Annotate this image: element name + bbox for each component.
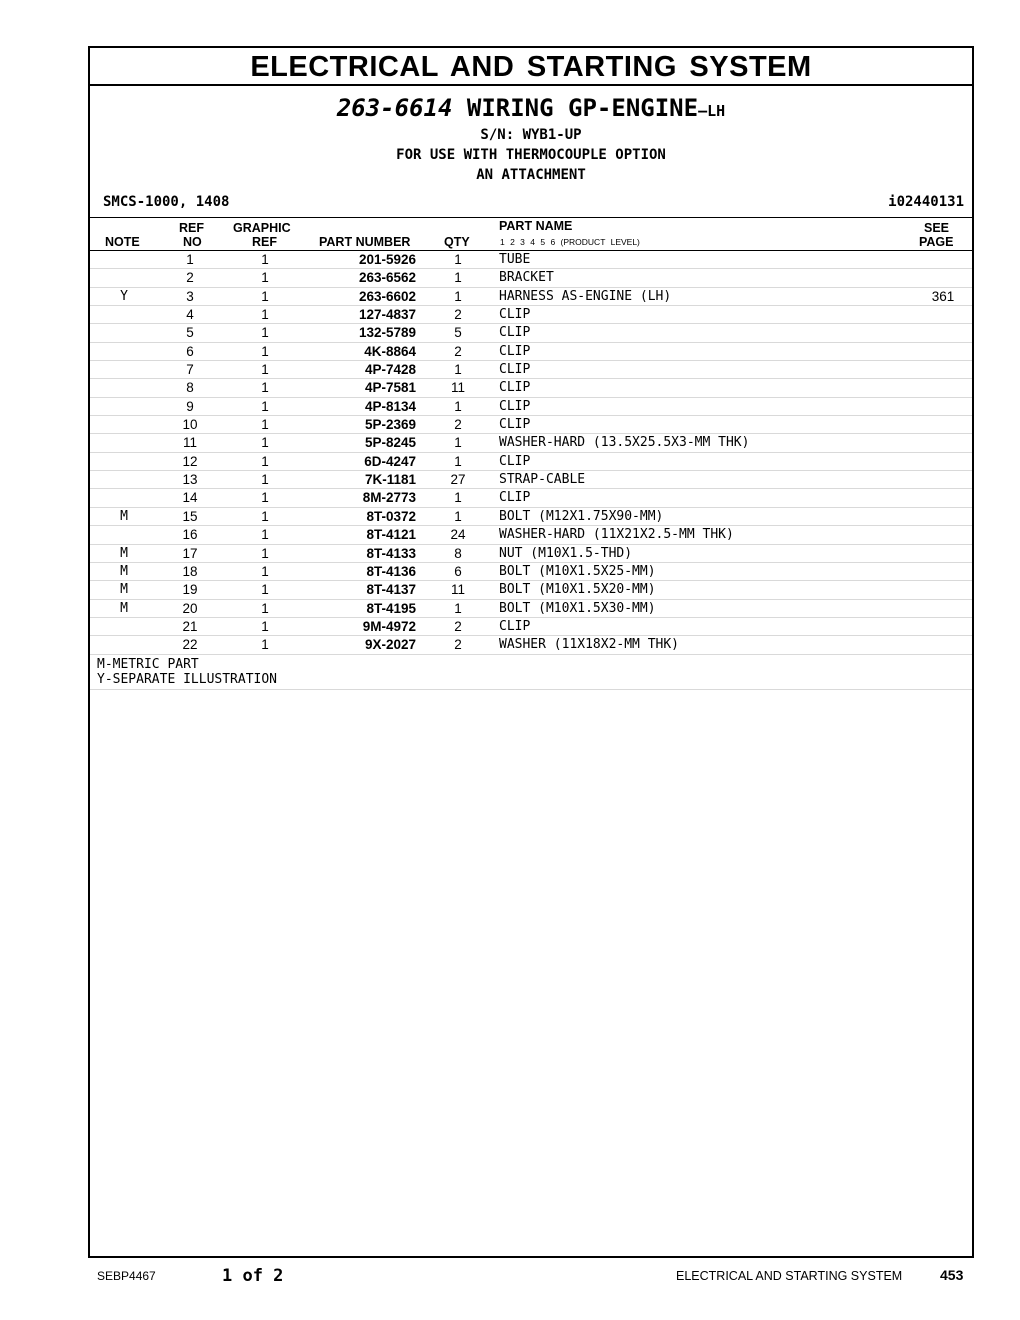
col-note: NOTE: [105, 235, 140, 249]
page-frame: [88, 46, 974, 1258]
col-part-name: PART NAME: [499, 219, 573, 233]
row-part-number: 8T-4136: [366, 563, 416, 579]
row-part-name: BRACKET: [499, 270, 554, 286]
row-part-name: CLIP: [499, 362, 531, 378]
row-graphic-ref: 1: [261, 343, 269, 359]
row-graphic-ref: 1: [261, 252, 269, 267]
table-row: [90, 508, 972, 526]
row-ref-no: 7: [186, 362, 194, 378]
row-part-name: HARNESS AS-ENGINE (LH): [499, 288, 672, 304]
row-graphic-ref: 1: [261, 637, 269, 653]
row-part-number: 263-6562: [358, 270, 416, 286]
row-qty: 2: [454, 637, 462, 653]
row-qty: 1: [454, 252, 462, 267]
row-qty: 1: [454, 398, 462, 414]
row-part-name: CLIP: [499, 417, 531, 433]
row-part-number: 132-5789: [358, 325, 416, 341]
row-part-name: BOLT (M12X1.75X90-MM): [499, 508, 664, 524]
row-ref-no: 5: [186, 325, 194, 341]
table-row: [90, 269, 972, 287]
row-part-name: CLIP: [499, 490, 531, 506]
row-qty: 1: [454, 600, 462, 616]
row-note: M: [120, 563, 128, 579]
row-part-number: 5P-8245: [364, 435, 416, 451]
row-graphic-ref: 1: [261, 398, 269, 414]
table-row: [90, 600, 972, 618]
row-qty: 2: [454, 618, 462, 634]
page-footer: [0, 1266, 1020, 1288]
table-row: [90, 306, 972, 324]
row-part-number: 6D-4247: [364, 453, 416, 469]
group-title: [90, 94, 972, 125]
page-number: 453: [940, 1267, 964, 1283]
row-part-name: CLIP: [499, 618, 531, 634]
row-note: M: [120, 600, 128, 616]
row-ref-no: 21: [182, 618, 198, 634]
row-ref-no: 16: [182, 527, 198, 543]
col-graphic-bottom: REF: [252, 235, 277, 249]
table-row: [90, 526, 972, 544]
row-part-name: TUBE: [499, 252, 531, 267]
row-qty: 11: [450, 380, 465, 396]
table-row: [90, 324, 972, 342]
table-row: [90, 288, 972, 306]
legend-separate-illustration: Y-SEPARATE ILLUSTRATION: [97, 672, 278, 688]
row-ref-no: 2: [186, 270, 194, 286]
row-part-number: 4P-7581: [364, 380, 416, 396]
row-qty: 11: [450, 582, 465, 598]
row-note: M: [120, 545, 128, 561]
row-part-number: 8M-2773: [362, 490, 416, 506]
row-graphic-ref: 1: [261, 472, 269, 488]
row-part-name: CLIP: [499, 453, 531, 469]
row-part-name: BOLT (M10X1.5X30-MM): [499, 600, 656, 616]
legend: [90, 655, 972, 690]
row-qty: 2: [454, 307, 462, 323]
table-row: [90, 581, 972, 599]
table-row: [90, 563, 972, 581]
row-part-number: 8T-4195: [366, 600, 416, 616]
parts-table-body: [90, 251, 972, 655]
row-ref-no: 4: [186, 307, 194, 323]
group-name: WIRING GP-ENGINE: [466, 94, 699, 122]
table-row: [90, 361, 972, 379]
row-part-number: 9X-2027: [364, 637, 416, 653]
col-graphic-top: GRAPHIC: [233, 221, 291, 235]
table-row: [90, 471, 972, 489]
meta-line: [90, 193, 972, 218]
row-ref-no: 9: [186, 398, 194, 414]
row-part-number: 9M-4972: [362, 618, 416, 634]
row-note: Y: [120, 288, 128, 304]
table-row: [90, 379, 972, 397]
footer-section: ELECTRICAL AND STARTING SYSTEM: [676, 1269, 903, 1283]
row-ref-no: 17: [182, 545, 198, 561]
row-qty: 27: [450, 472, 466, 488]
table-row: [90, 251, 972, 269]
col-product-level: 1 2 3 4 5 6 (PRODUCT LEVEL): [500, 237, 640, 247]
row-graphic-ref: 1: [261, 288, 269, 304]
row-graphic-ref: 1: [261, 600, 269, 616]
row-qty: 2: [454, 417, 462, 433]
row-graphic-ref: 1: [261, 435, 269, 451]
row-ref-no: 22: [182, 637, 198, 653]
row-qty: 24: [450, 527, 466, 543]
table-row: [90, 545, 972, 563]
row-qty: 6: [454, 563, 462, 579]
row-note: M: [120, 508, 128, 524]
col-ref-top: REF: [179, 221, 204, 235]
row-graphic-ref: 1: [261, 380, 269, 396]
row-graphic-ref: 1: [261, 545, 269, 561]
row-graphic-ref: 1: [261, 362, 269, 378]
row-graphic-ref: 1: [261, 490, 269, 506]
row-part-name: WASHER-HARD (13.5X25.5X3-MM THK): [499, 435, 750, 451]
row-part-name: STRAP-CABLE: [499, 472, 586, 488]
row-part-name: BOLT (M10X1.5X25-MM): [499, 563, 656, 579]
row-ref-no: 14: [182, 490, 198, 506]
row-part-name: CLIP: [499, 325, 531, 341]
row-ref-no: 19: [182, 582, 198, 598]
row-qty: 8: [454, 545, 462, 561]
row-qty: 1: [454, 435, 462, 451]
row-graphic-ref: 1: [261, 618, 269, 634]
table-header: [90, 218, 972, 251]
row-see-page: 361: [931, 288, 955, 304]
row-part-number: 127-4837: [358, 307, 416, 323]
row-part-number: 7K-1181: [364, 472, 416, 488]
attachment-note: AN ATTACHMENT: [476, 167, 586, 183]
usage-note: FOR USE WITH THERMOCOUPLE OPTION: [396, 147, 666, 163]
table-row: [90, 343, 972, 361]
row-part-number: 8T-4137: [366, 582, 416, 598]
row-part-number: 8T-0372: [366, 508, 416, 524]
group-suffix: —LH: [698, 102, 726, 120]
row-qty: 1: [454, 362, 462, 378]
row-part-name: CLIP: [499, 307, 531, 323]
table-row: [90, 636, 972, 654]
row-qty: 1: [454, 270, 462, 286]
row-part-number: 4P-8134: [364, 398, 416, 414]
row-graphic-ref: 1: [261, 453, 269, 469]
row-ref-no: 3: [186, 288, 194, 304]
row-part-number: 4P-7428: [364, 362, 416, 378]
row-graphic-ref: 1: [261, 582, 269, 598]
table-row: [90, 618, 972, 636]
row-part-number: 263-6602: [358, 288, 416, 304]
row-graphic-ref: 1: [261, 527, 269, 543]
legend-metric: M-METRIC PART: [97, 656, 199, 672]
smcs-code: SMCS-1000, 1408: [103, 194, 230, 210]
row-ref-no: 11: [182, 435, 197, 451]
col-see-bottom: PAGE: [919, 235, 954, 249]
col-qty: QTY: [444, 235, 470, 249]
row-part-number: 8T-4121: [366, 527, 416, 543]
row-ref-no: 6: [186, 343, 194, 359]
col-ref-bottom: NO: [183, 235, 202, 249]
row-qty: 5: [454, 325, 462, 341]
row-part-name: BOLT (M10X1.5X20-MM): [499, 582, 656, 598]
row-part-name: NUT (M10X1.5-THD): [499, 545, 633, 561]
row-part-name: CLIP: [499, 343, 531, 359]
row-qty: 1: [454, 490, 462, 506]
row-qty: 1: [454, 288, 462, 304]
row-graphic-ref: 1: [261, 563, 269, 579]
table-row: [90, 453, 972, 471]
row-qty: 2: [454, 343, 462, 359]
row-graphic-ref: 1: [261, 508, 269, 524]
row-ref-no: 1: [186, 252, 194, 267]
row-part-number: 8T-4133: [366, 545, 416, 561]
col-see-top: SEE: [924, 221, 950, 235]
doc-code: SEBP4467: [97, 1269, 156, 1283]
row-ref-no: 15: [182, 508, 198, 524]
row-graphic-ref: 1: [261, 270, 269, 286]
row-ref-no: 18: [182, 563, 198, 579]
illustration-id: i02440131: [888, 194, 964, 210]
row-qty: 1: [454, 508, 462, 524]
row-part-number: 5P-2369: [364, 417, 416, 433]
row-ref-no: 13: [182, 472, 198, 488]
table-row: [90, 416, 972, 434]
row-ref-no: 12: [182, 453, 198, 469]
row-part-name: CLIP: [499, 380, 531, 396]
row-part-name: WASHER (11X18X2-MM THK): [499, 637, 680, 653]
row-ref-no: 8: [186, 380, 194, 396]
row-part-number: 4K-8864: [364, 343, 416, 359]
row-part-name: WASHER-HARD (11X21X2.5-MM THK): [499, 527, 734, 543]
row-qty: 1: [454, 453, 462, 469]
table-row: [90, 434, 972, 452]
row-graphic-ref: 1: [261, 307, 269, 323]
row-part-name: CLIP: [499, 398, 531, 414]
col-part-number: PART NUMBER: [319, 235, 411, 249]
table-row: [90, 489, 972, 507]
row-ref-no: 20: [182, 600, 198, 616]
row-ref-no: 10: [182, 417, 198, 433]
row-part-number: 201-5926: [358, 252, 416, 267]
row-graphic-ref: 1: [261, 325, 269, 341]
row-graphic-ref: 1: [261, 417, 269, 433]
table-row: [90, 398, 972, 416]
group-heading: [90, 86, 972, 185]
row-note: M: [120, 582, 128, 598]
section-title: ELECTRICAL AND STARTING SYSTEM: [90, 48, 972, 86]
group-part-number: 263-6614: [336, 94, 453, 122]
serial-range: S/N: WYB1-UP: [480, 127, 582, 143]
page-count: 1 of 2: [222, 1266, 284, 1286]
